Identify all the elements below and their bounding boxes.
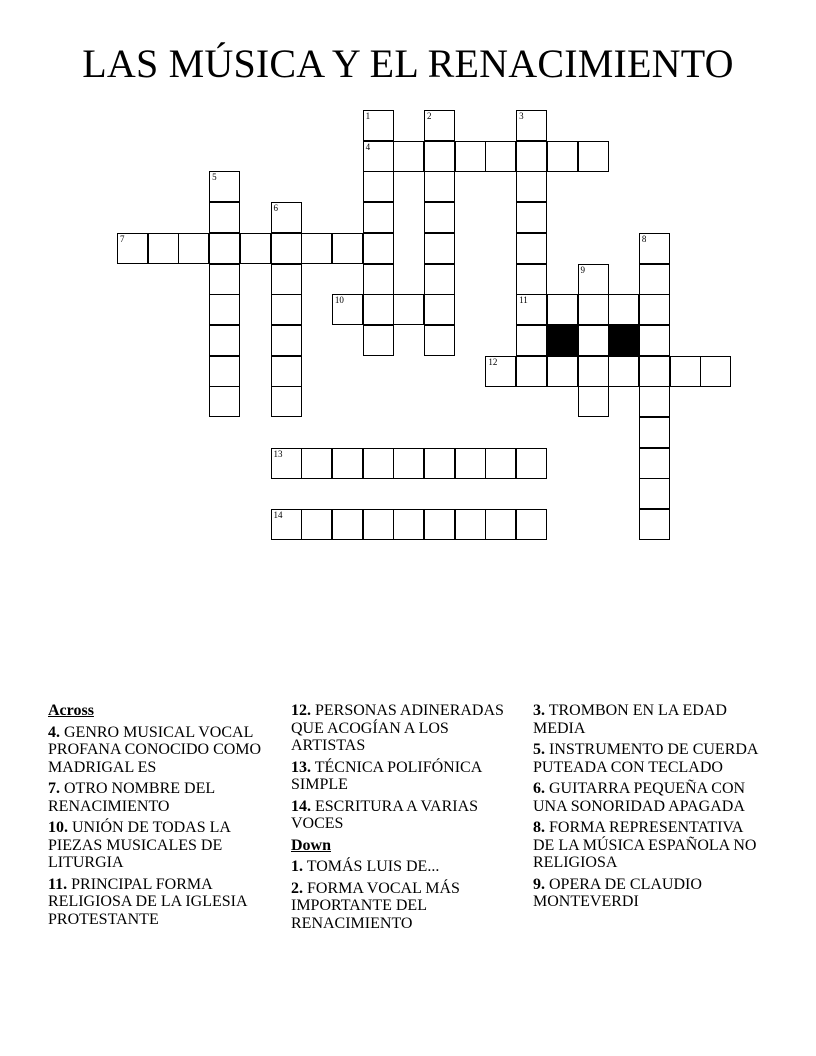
grid-cell[interactable] xyxy=(485,448,516,479)
grid-cell[interactable] xyxy=(485,356,516,387)
grid-cell[interactable] xyxy=(516,233,547,264)
grid-cell[interactable] xyxy=(424,233,455,264)
grid-cell[interactable] xyxy=(424,171,455,202)
grid-cell[interactable] xyxy=(639,233,670,264)
grid-cell[interactable] xyxy=(639,509,670,540)
grid-cell[interactable] xyxy=(516,448,547,479)
clue-across-4: 4. GENRO MUSICAL VOCAL PROFANA CONOCIDO COMO MADRIGAL ES xyxy=(48,723,262,776)
grid-cell[interactable] xyxy=(271,233,302,264)
grid-cell[interactable] xyxy=(301,448,332,479)
clues-column-3 xyxy=(533,702,765,915)
clue-number-label: 12 xyxy=(488,356,498,367)
grid-cell[interactable] xyxy=(117,233,148,264)
grid-cell[interactable] xyxy=(670,356,701,387)
down-header: Down xyxy=(291,836,332,854)
grid-cell[interactable] xyxy=(547,294,578,325)
grid-cell[interactable] xyxy=(424,141,455,172)
clues-column-2 xyxy=(291,702,523,936)
grid-cell[interactable] xyxy=(639,448,670,479)
grid-cell[interactable] xyxy=(332,509,363,540)
grid-cell[interactable] xyxy=(485,509,516,540)
grid-cell[interactable] xyxy=(363,233,394,264)
grid-cell[interactable] xyxy=(178,233,209,264)
clue-number-label: 10 xyxy=(334,295,344,306)
grid-cell[interactable] xyxy=(516,141,547,172)
clue-down-5: 5. INSTRUMENTO DE CUERDA PUTEADA CON TECLADO xyxy=(533,741,758,776)
clues-column-1 xyxy=(48,702,280,932)
grid-cell[interactable] xyxy=(209,233,240,264)
grid-cell[interactable] xyxy=(700,356,731,387)
grid-cell[interactable] xyxy=(271,202,302,233)
grid-cell[interactable] xyxy=(424,509,455,540)
grid-cell[interactable] xyxy=(639,294,670,325)
grid-cell[interactable] xyxy=(363,202,394,233)
grid-cell[interactable] xyxy=(424,202,455,233)
grid-cell[interactable] xyxy=(516,171,547,202)
clue-across-11: 11. PRINCIPAL FORMA RELIGIOSA DE LA IGLESIA PROTESTANTE xyxy=(48,875,247,928)
across-header: Across xyxy=(48,702,94,719)
grid-cell[interactable] xyxy=(393,509,424,540)
clue-number-label: 14 xyxy=(273,510,283,521)
clue-across-10: 10. UNIÓN DE TODAS LA PIEZAS MUSICALES DE LITURGIA xyxy=(48,819,231,871)
grid-cell[interactable] xyxy=(363,294,394,325)
grid-cell[interactable] xyxy=(516,202,547,233)
grid-cell[interactable] xyxy=(455,509,486,540)
grid-cell[interactable] xyxy=(424,448,455,479)
grid-cell[interactable] xyxy=(363,110,394,141)
grid-cell[interactable] xyxy=(271,294,302,325)
grid-cell[interactable] xyxy=(424,294,455,325)
grid-cell[interactable] xyxy=(271,356,302,387)
grid-cell[interactable] xyxy=(332,448,363,479)
grid-cell[interactable] xyxy=(363,141,394,172)
grid-cell[interactable] xyxy=(578,386,609,417)
grid-cell[interactable] xyxy=(240,233,271,264)
clue-down-9: 9. OPERA DE CLAUDIO MONTEVERDI xyxy=(533,875,702,910)
grid-cell[interactable] xyxy=(639,478,670,509)
clue-down-6: 6. GUITARRA PEQUEÑA CON UNA SONORIDAD APAGADA xyxy=(533,780,746,815)
grid-cell[interactable] xyxy=(578,294,609,325)
grid-cell[interactable] xyxy=(363,264,394,295)
grid-cell[interactable] xyxy=(209,202,240,233)
grid-cell[interactable] xyxy=(271,448,302,479)
grid-cell[interactable] xyxy=(148,233,179,264)
clue-number-label: 4 xyxy=(365,141,371,152)
black-square xyxy=(608,325,639,356)
grid-cell[interactable] xyxy=(516,264,547,295)
grid-cell[interactable] xyxy=(209,264,240,295)
grid-cell[interactable] xyxy=(332,233,363,264)
grid-cell[interactable] xyxy=(547,356,578,387)
clue-number-label: 3 xyxy=(519,111,524,121)
grid-cell[interactable] xyxy=(393,141,424,172)
grid-cell[interactable] xyxy=(363,171,394,202)
grid-cell[interactable] xyxy=(578,325,609,356)
grid-cell[interactable] xyxy=(424,110,455,141)
grid-cell[interactable] xyxy=(271,386,302,417)
puzzle-title: LAS MÚSICA Y EL RENACIMIENTO xyxy=(82,41,734,86)
grid-cell[interactable] xyxy=(271,264,302,295)
grid-cell[interactable] xyxy=(485,141,516,172)
grid-cell[interactable] xyxy=(393,448,424,479)
grid-cell[interactable] xyxy=(516,325,547,356)
grid-cell[interactable] xyxy=(209,294,240,325)
grid-cell[interactable] xyxy=(301,233,332,264)
clue-number-label: 8 xyxy=(641,233,647,244)
grid-cell[interactable] xyxy=(209,386,240,417)
grid-cell[interactable] xyxy=(301,509,332,540)
clue-across-13: 13. TÉCNICA POLIFÓNICA SIMPLE xyxy=(291,758,482,793)
grid-cell[interactable] xyxy=(516,294,547,325)
clue-number-label: 7 xyxy=(120,233,125,244)
grid-cell[interactable] xyxy=(516,509,547,540)
grid-cell[interactable] xyxy=(271,509,302,540)
clue-down-1: 1. TOMÁS LUIS DE... xyxy=(291,858,440,875)
grid-cell[interactable] xyxy=(363,448,394,479)
clue-number-label: 9 xyxy=(580,264,585,275)
grid-cell[interactable] xyxy=(455,448,486,479)
clue-down-8: 8. FORMA REPRESENTATIVA DE LA MÚSICA ESPAÑOLA NO RELIGIOSA xyxy=(533,819,757,871)
grid-cell[interactable] xyxy=(639,325,670,356)
grid-cell[interactable] xyxy=(424,325,455,356)
grid-cell[interactable] xyxy=(578,141,609,172)
clue-down-3: 3. TROMBON EN LA EDAD MEDIA xyxy=(533,702,727,737)
grid-cell[interactable] xyxy=(578,356,609,387)
grid-cell[interactable] xyxy=(209,171,240,202)
grid-cell[interactable] xyxy=(608,356,639,387)
grid-cell[interactable] xyxy=(393,294,424,325)
grid-cell[interactable] xyxy=(516,356,547,387)
grid-cell[interactable] xyxy=(547,141,578,172)
clue-across-14: 14. ESCRITURA A VARIAS VOCES xyxy=(291,797,479,832)
grid-cell[interactable] xyxy=(455,141,486,172)
clue-down-2: 2. FORMA VOCAL MÁS IMPORTANTE DEL RENACIMIENTO xyxy=(291,879,460,932)
clue-number-label: 2 xyxy=(427,111,432,121)
grid-cell[interactable] xyxy=(363,325,394,356)
clue-number-label: 5 xyxy=(212,172,217,183)
clue-across-12: 12. PERSONAS ADINERADAS QUE ACOGÍAN A LOS ARTISTAS xyxy=(291,702,504,754)
grid-cell[interactable] xyxy=(639,386,670,417)
grid-cell[interactable] xyxy=(639,417,670,448)
grid-cell[interactable] xyxy=(271,325,302,356)
grid-cell[interactable] xyxy=(363,509,394,540)
grid-cell[interactable] xyxy=(424,264,455,295)
grid-cell[interactable] xyxy=(209,325,240,356)
clue-number-label: 11 xyxy=(519,295,528,306)
grid-cell[interactable] xyxy=(332,294,363,325)
clue-number-label: 13 xyxy=(273,448,283,459)
clue-number-label: 1 xyxy=(365,111,371,121)
clue-number-label: 6 xyxy=(273,203,278,214)
grid-cell[interactable] xyxy=(608,294,639,325)
black-square xyxy=(547,325,578,356)
grid-cell[interactable] xyxy=(639,264,670,295)
grid-cell[interactable] xyxy=(578,264,609,295)
grid-cell[interactable] xyxy=(209,356,240,387)
grid-cell[interactable] xyxy=(516,110,547,141)
clue-across-7: 7. OTRO NOMBRE DEL RENACIMIENTO xyxy=(48,780,215,815)
grid-cell[interactable] xyxy=(639,356,670,387)
